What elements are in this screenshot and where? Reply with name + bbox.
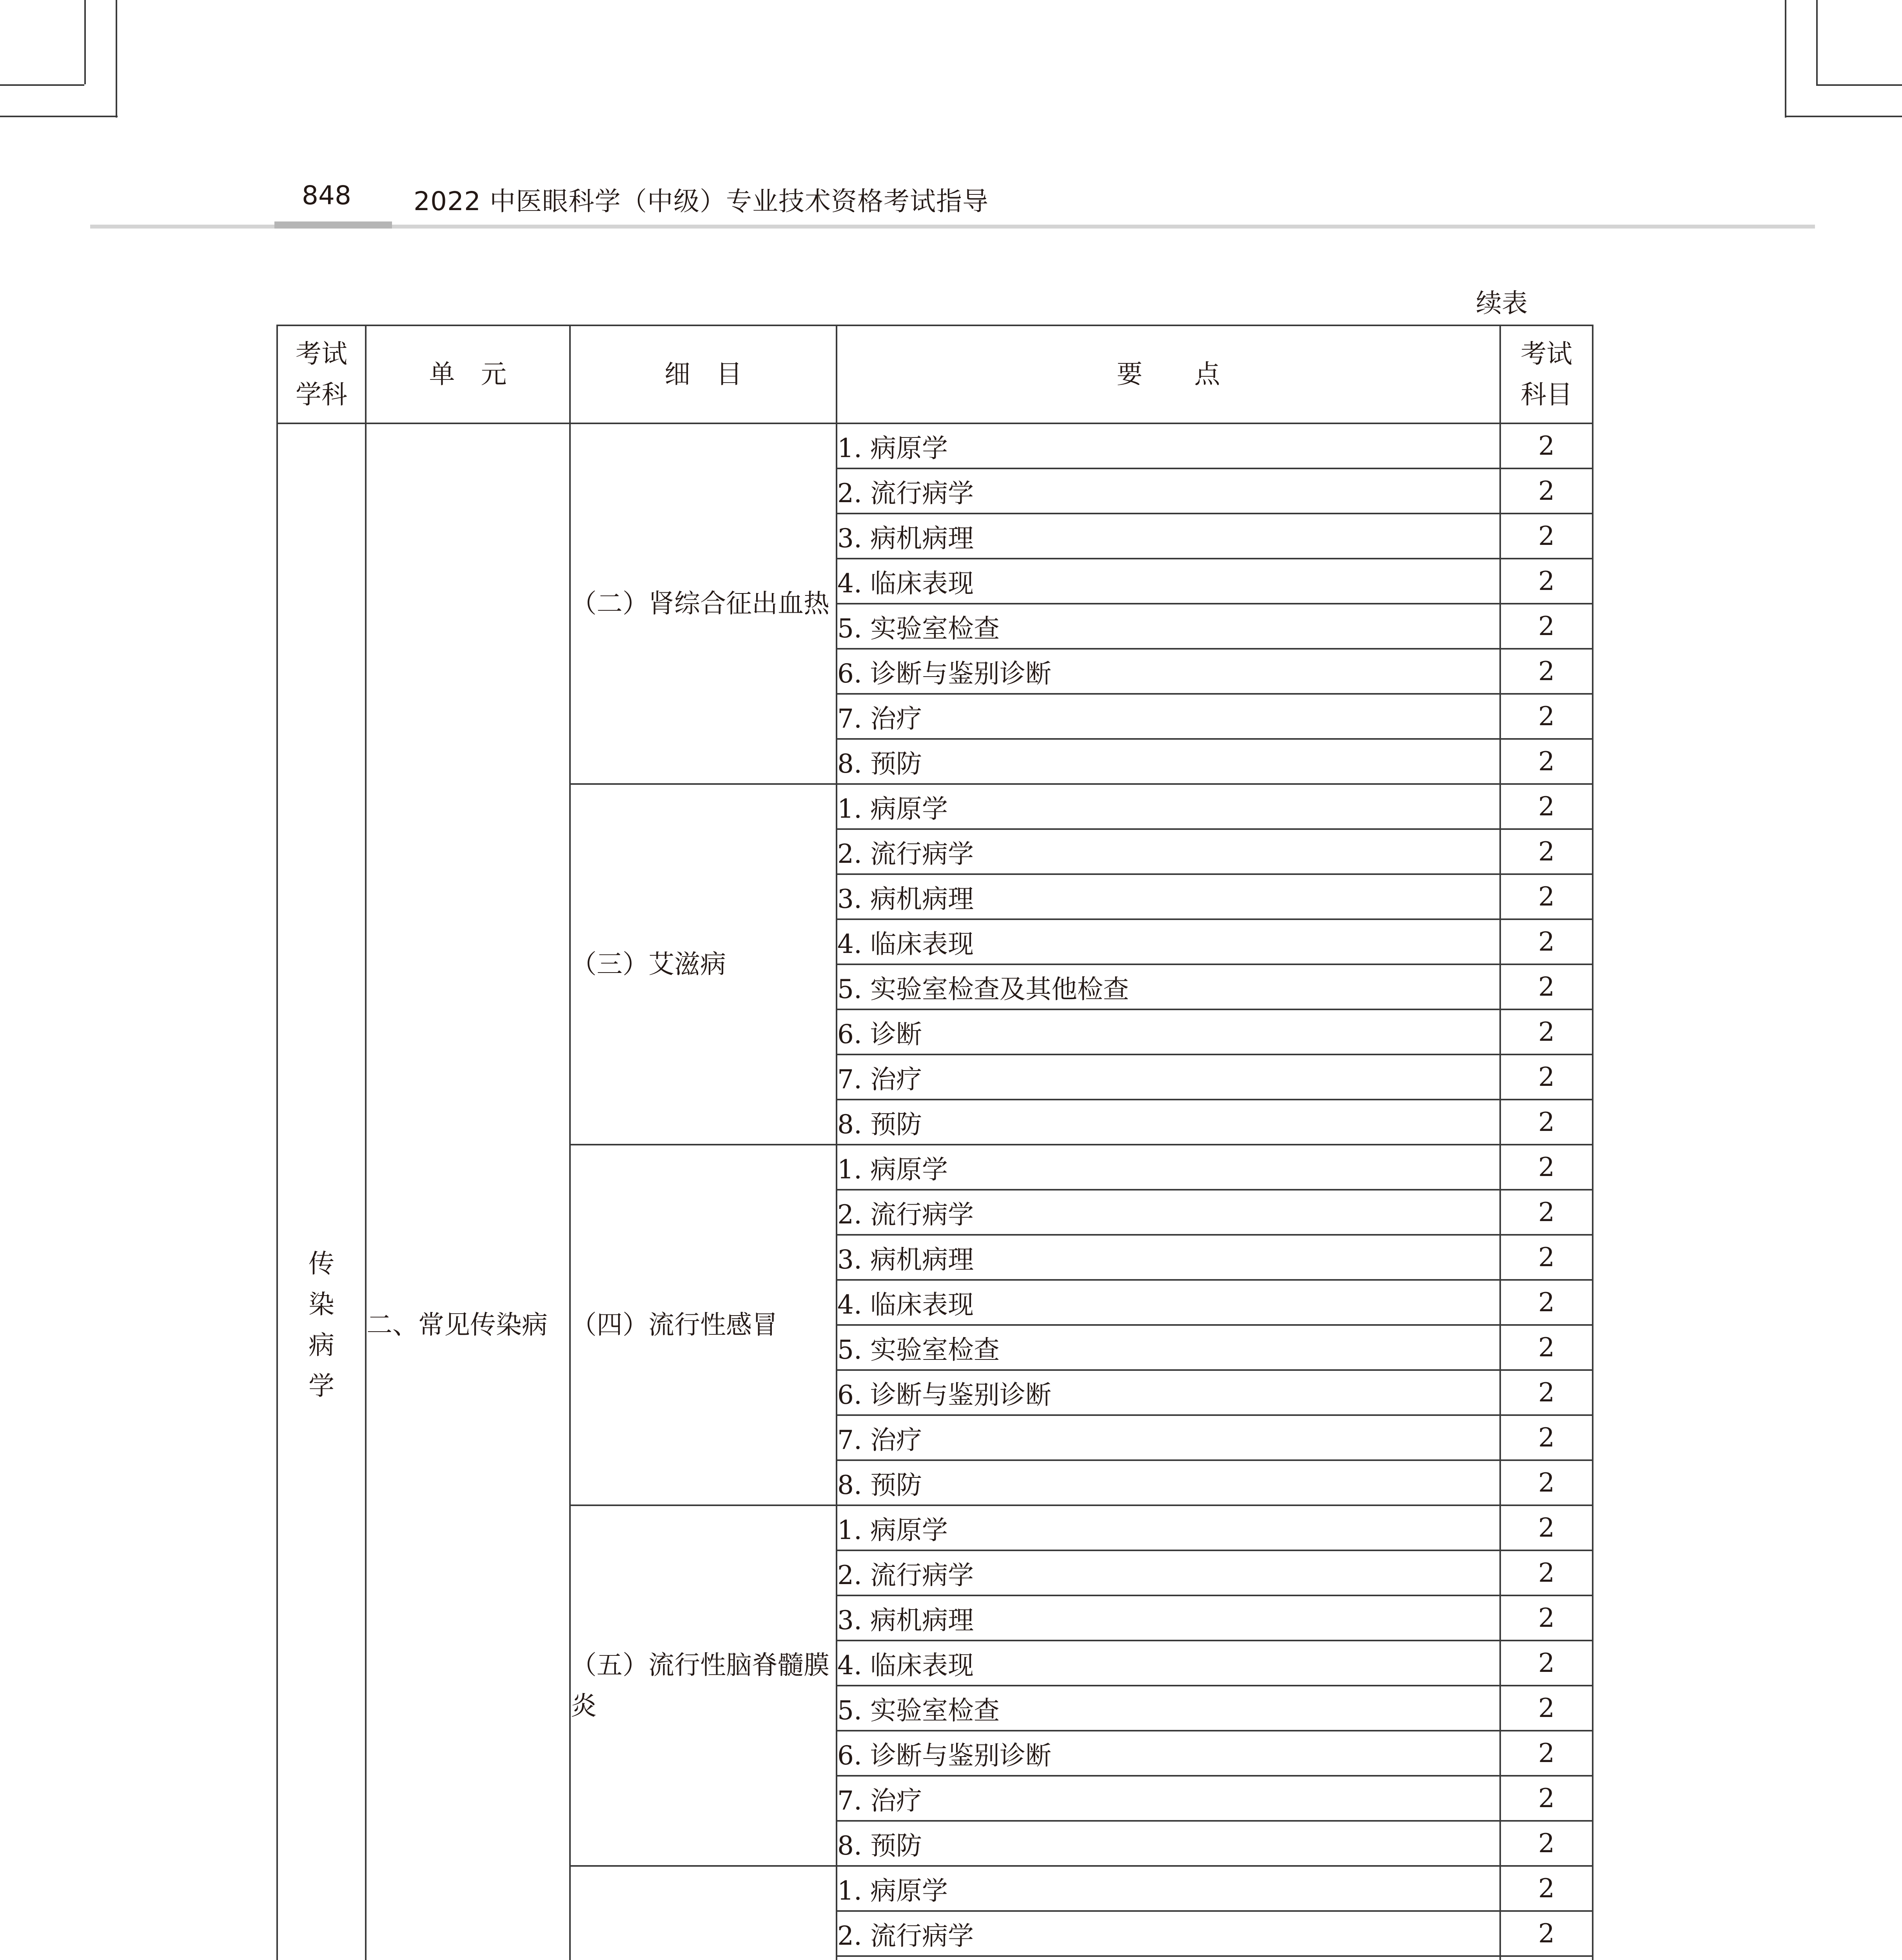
subject-label: 传染病学 <box>309 1249 334 1401</box>
crop-mark <box>0 84 84 86</box>
point-cell: 1. 病原学 <box>837 784 1500 829</box>
point-cell: 4. 临床表现 <box>837 1280 1500 1325</box>
point-cell: 2. 流行病学 <box>837 468 1500 514</box>
point-cell: 4. 临床表现 <box>837 919 1500 964</box>
point-cell: 7. 治疗 <box>837 694 1500 739</box>
exam-cell: 2 <box>1500 514 1593 559</box>
exam-cell: 2 <box>1500 604 1593 649</box>
point-cell: 8. 预防 <box>837 1460 1500 1505</box>
exam-cell: 2 <box>1500 559 1593 604</box>
header-detail: 细 目 <box>570 325 837 423</box>
detail-cell <box>570 1866 837 1960</box>
exam-cell: 2 <box>1500 1460 1593 1505</box>
exam-cell: 2 <box>1500 694 1593 739</box>
crop-mark <box>116 0 117 118</box>
detail-cell: （三）艾滋病 <box>570 784 837 1145</box>
exam-cell: 2 <box>1500 829 1593 874</box>
point-cell: 3. 病机病理 <box>837 1235 1500 1280</box>
exam-cell: 2 <box>1500 739 1593 784</box>
exam-cell: 2 <box>1500 1776 1593 1821</box>
detail-cell: （五）流行性脑脊髓膜炎 <box>570 1505 837 1866</box>
point-cell: 2. 流行病学 <box>837 1550 1500 1595</box>
point-cell: 8. 预防 <box>837 739 1500 784</box>
running-title: 2022 中医眼科学（中级）专业技术资格考试指导 <box>414 186 989 216</box>
exam-cell: 2 <box>1500 1145 1593 1190</box>
point-cell: 6. 诊断与鉴别诊断 <box>837 1731 1500 1776</box>
header-exam: 考试科目 <box>1500 325 1593 423</box>
point-cell: 3. 病机病理 <box>837 874 1500 919</box>
table-header-row <box>277 325 1593 423</box>
syllabus-table <box>276 325 1593 1960</box>
exam-cell: 2 <box>1500 1911 1593 1956</box>
crop-mark <box>1785 0 1786 118</box>
exam-cell: 2 <box>1500 1550 1593 1595</box>
point-cell: 7. 治疗 <box>837 1415 1500 1460</box>
point-cell: 7. 治疗 <box>837 1054 1500 1100</box>
page-number: 848 <box>302 180 351 211</box>
point-cell: 8. 预防 <box>837 1100 1500 1145</box>
subject-cell <box>277 423 366 1960</box>
detail-cell: （二）肾综合征出血热 <box>570 423 837 784</box>
crop-mark <box>1816 0 1818 84</box>
exam-cell: 2 <box>1500 1009 1593 1054</box>
table-row <box>277 423 1593 468</box>
point-cell: 5. 实验室检查 <box>837 604 1500 649</box>
exam-cell: 2 <box>1500 1686 1593 1731</box>
point-cell: 6. 诊断 <box>837 1009 1500 1054</box>
point-cell: 8. 预防 <box>837 1821 1500 1866</box>
detail-cell: （四）流行性感冒 <box>570 1145 837 1505</box>
exam-cell: 2 <box>1500 784 1593 829</box>
exam-cell: 2 <box>1500 468 1593 514</box>
exam-cell: 2 <box>1500 1190 1593 1235</box>
exam-cell: 2 <box>1500 1641 1593 1686</box>
exam-cell: 2 <box>1500 919 1593 964</box>
point-cell: 3. 病机病理 <box>837 514 1500 559</box>
point-cell: 1. 病原学 <box>837 1505 1500 1550</box>
point-cell: 2. 流行病学 <box>837 829 1500 874</box>
page-header <box>0 172 1902 231</box>
exam-cell: 2 <box>1500 1505 1593 1550</box>
point-cell: 4. 临床表现 <box>837 1641 1500 1686</box>
exam-cell: 2 <box>1500 1595 1593 1641</box>
point-cell: 5. 实验室检查 <box>837 1325 1500 1370</box>
crop-mark <box>1816 84 1902 86</box>
point-cell: 7. 治疗 <box>837 1776 1500 1821</box>
exam-cell: 2 <box>1500 1100 1593 1145</box>
table-body <box>277 423 1593 1960</box>
header-unit: 单 元 <box>366 325 570 423</box>
header-rule-accent <box>274 221 392 229</box>
exam-cell: 2 <box>1500 1731 1593 1776</box>
exam-cell: 2 <box>1500 1821 1593 1866</box>
exam-cell: 2 <box>1500 1280 1593 1325</box>
point-cell: 1. 病原学 <box>837 423 1500 468</box>
crop-mark <box>84 0 86 84</box>
point-cell <box>837 1956 1500 1960</box>
exam-cell: 2 <box>1500 1235 1593 1280</box>
crop-mark <box>1785 116 1902 117</box>
exam-cell: 2 <box>1500 964 1593 1009</box>
crop-mark <box>0 116 118 117</box>
header-points: 要 点 <box>837 325 1500 423</box>
exam-cell: 2 <box>1500 874 1593 919</box>
point-cell: 5. 实验室检查及其他检查 <box>837 964 1500 1009</box>
exam-cell: 2 <box>1500 423 1593 468</box>
exam-cell: 2 <box>1500 649 1593 694</box>
point-cell: 5. 实验室检查 <box>837 1686 1500 1731</box>
exam-cell: 2 <box>1500 1415 1593 1460</box>
exam-cell: 2 <box>1500 1866 1593 1911</box>
header-subject: 考试学科 <box>277 325 366 423</box>
point-cell: 4. 临床表现 <box>837 559 1500 604</box>
point-cell: 2. 流行病学 <box>837 1190 1500 1235</box>
point-cell: 1. 病原学 <box>837 1866 1500 1911</box>
exam-cell: 2 <box>1500 1054 1593 1100</box>
point-cell: 6. 诊断与鉴别诊断 <box>837 1370 1500 1415</box>
exam-cell <box>1500 1956 1593 1960</box>
exam-cell: 2 <box>1500 1370 1593 1415</box>
point-cell: 1. 病原学 <box>837 1145 1500 1190</box>
point-cell: 6. 诊断与鉴别诊断 <box>837 649 1500 694</box>
point-cell: 2. 流行病学 <box>837 1911 1500 1956</box>
continued-label: 续表 <box>1476 288 1528 318</box>
point-cell: 3. 病机病理 <box>837 1595 1500 1641</box>
exam-cell: 2 <box>1500 1325 1593 1370</box>
unit-cell: 二、常见传染病 <box>366 423 570 1960</box>
